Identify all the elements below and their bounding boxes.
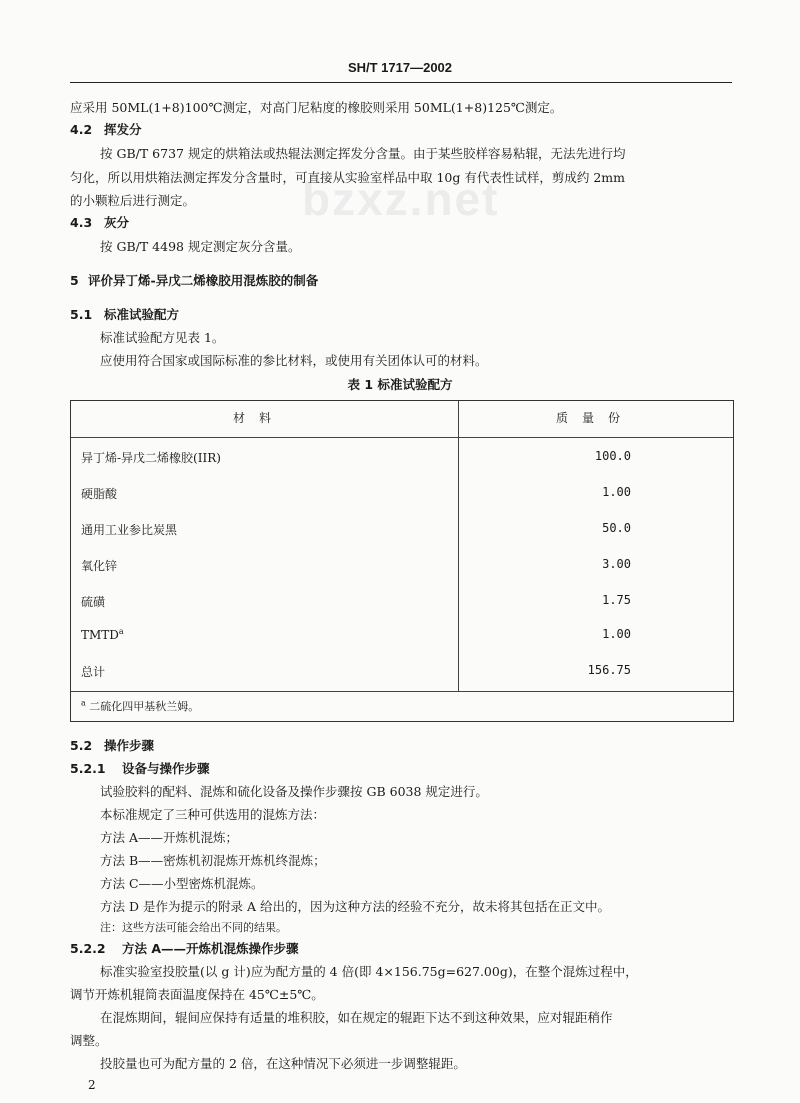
table-caption: 表 1 标准试验配方 (347, 377, 453, 392)
footnote-text: 二硫化四甲基秋兰姆。 (89, 700, 200, 713)
section-5-2-heading (70, 736, 750, 756)
header-rule (70, 82, 732, 83)
header-standard-code: SH/T 1717—2002 (347, 60, 453, 75)
section-number: 4.2 (70, 122, 93, 137)
table-cell-material: 氧化锌 (81, 559, 118, 573)
section-5-2-2-heading (70, 939, 750, 959)
column-header-material: 材料 (233, 411, 286, 425)
paragraph-line: 调整。 (70, 1033, 108, 1048)
paragraph-line: 本标准规定了三种可供选用的混炼方法： (100, 807, 326, 822)
section-4-3-heading (70, 213, 750, 233)
paragraph-line: 匀化，所以用烘箱法测定挥发分含量时，可直接从实验室样品中取 10g 有代表性试样，剪成约 2mm (70, 170, 625, 185)
formulation-table (70, 400, 734, 722)
table-footnote (81, 698, 199, 714)
table-cell-mass: 1.00 (602, 627, 631, 641)
footnote-marker: a (118, 627, 124, 636)
section-number: 5.2 (70, 738, 93, 753)
section-number: 5 (70, 273, 79, 288)
table-cell-material: 异丁烯-异戊二烯橡胶(IIR) (81, 451, 221, 465)
table-cell-material: 总计 (81, 665, 106, 679)
column-header-mass: 质量份 (556, 411, 635, 425)
table-cell-material: 硬脂酸 (81, 487, 118, 501)
section-5-2-1-heading (70, 759, 750, 779)
material-name: TMTD (81, 628, 119, 642)
paragraph-line: 按 GB/T 6737 规定的烘箱法或热辊法测定挥发分含量。由于某些胶样容易粘辊，无法先进行均 (100, 146, 626, 161)
table-cell-material (81, 627, 124, 642)
paragraph-line: 应采用 50ML(1+8)100℃测定，对高门尼粘度的橡胶则采用 50ML(1+8)125℃测定。 (70, 100, 563, 115)
table-cell-mass: 1.75 (602, 593, 631, 607)
section-number: 4.3 (70, 215, 93, 230)
section-title: 评价异丁烯-异戊二烯橡胶用混炼胶的制备 (88, 273, 319, 288)
table-cell-mass: 3.00 (602, 557, 631, 571)
paragraph-line: 试验胶料的配料、混炼和硫化设备及操作步骤按 GB 6038 规定进行。 (100, 784, 488, 799)
section-number: 5.2.2 (70, 941, 106, 956)
paragraph-line: 标准实验室投胶量(以 g 计)应为配方量的 4 倍(即 4×156.75g=627.00g)，在整个混炼过程中， (100, 964, 638, 979)
section-number: 5.2.1 (70, 761, 106, 776)
section-title: 挥发分 (104, 122, 142, 137)
header-divider (71, 437, 733, 438)
section-title: 灰分 (104, 215, 130, 230)
section-5-heading (70, 271, 750, 291)
paragraph-line: 标准试验配方见表 1。 (100, 330, 225, 345)
paragraph-line: 方法 D 是作为提示的附录 A 给出的，因为这种方法的经验不充分，故未将其包括在正文中。 (100, 899, 610, 914)
table-cell-mass: 50.0 (602, 521, 631, 535)
section-title: 设备与操作步骤 (122, 761, 210, 776)
paragraph-line: 应使用符合国家或国际标准的参比材料，或使用有关团体认可的材料。 (100, 353, 488, 368)
table-cell-material: 通用工业参比炭黑 (81, 523, 178, 537)
paragraph-line: 方法 A——开炼机混炼； (100, 830, 239, 845)
paragraph-line: 的小颗粒后进行测定。 (70, 193, 196, 208)
section-4-2-heading (70, 120, 750, 140)
paragraph-line: 方法 C——小型密炼机混炼。 (100, 876, 264, 891)
section-title: 标准试验配方 (104, 307, 180, 322)
section-title: 方法 A——开炼机混炼操作步骤 (122, 941, 299, 956)
paragraph-line: 投胶量也可为配方量的 2 倍，在这种情况下必须进一步调整辊距。 (100, 1056, 466, 1071)
watermark: bzxz.net (302, 173, 500, 225)
table-cell-mass: 100.0 (594, 449, 631, 463)
paragraph-line: 方法 B——密炼机初混炼开炼机终混炼； (100, 853, 326, 868)
page-number: 2 (88, 1078, 96, 1092)
table-cell-material: 硫磺 (81, 595, 106, 609)
table-cell-mass: 156.75 (587, 663, 631, 677)
section-title: 操作步骤 (104, 738, 155, 753)
paragraph-line: 调节开炼机辊筒表面温度保持在 45℃±5℃。 (70, 987, 324, 1002)
column-divider (458, 401, 459, 691)
section-5-1-heading (70, 305, 750, 325)
table-cell-mass: 1.00 (602, 485, 631, 499)
footnote-divider (71, 691, 733, 692)
paragraph-line: 按 GB/T 4498 规定测定灰分含量。 (100, 239, 301, 254)
note-line: 注：这些方法可能会给出不同的结果。 (100, 921, 287, 934)
paragraph-line: 在混炼期间，辊间应保持有适量的堆积胶，如在规定的辊距下达不到这种效果，应对辊距稍作 (100, 1010, 613, 1025)
footnote-marker: a (81, 698, 86, 708)
section-number: 5.1 (70, 307, 93, 322)
